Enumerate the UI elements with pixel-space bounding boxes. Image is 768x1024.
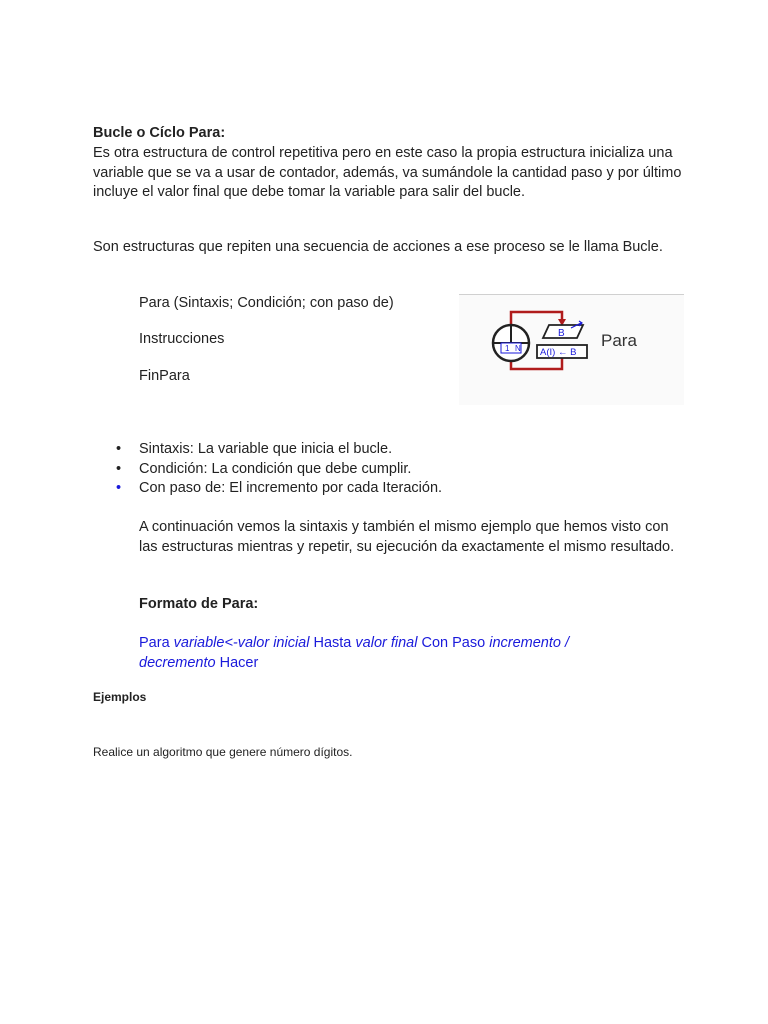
syntax-bullet-list (114, 440, 674, 499)
list-item: • Con paso de: El incremento por cada Iteración. (114, 479, 674, 499)
bullet-icon: • (116, 441, 122, 457)
loop-definition-paragraph: Son estructuras que repiten una secuencia de acciones a ese proceso se le llama Bucle. (93, 239, 663, 255)
explanation-paragraph: A continuación vemos la sintaxis y también el mismo ejemplo que hemos visto con las estructuras mientras y repetir, su ejecución da exactamente el mismo resultado. (139, 519, 675, 555)
ejemplos-heading: Ejemplos (93, 690, 147, 704)
bullet-icon: • (116, 460, 122, 477)
section-heading: Bucle o Cíclo Para: (93, 125, 226, 141)
input-b-text: B (558, 328, 565, 339)
figure-label: Para (601, 331, 637, 350)
para-flowchart-symbol (459, 295, 684, 405)
formato-syntax: Para variable<-valor inicial Hasta valor final Con Paso incremento / decremento Hacer (139, 635, 570, 671)
intro-paragraph: Es otra estructura de control repetitiva pero en este caso la propia estructura inicializa una variable que se va a usar de contador, además, va sumándole la cantidad paso y por último incluye el valor final que debe tomar la variable para salir del bucle. (93, 145, 682, 200)
assign-text: A(I) ← B (540, 347, 577, 358)
end-value-text: N (515, 344, 521, 353)
list-item: • Sintaxis: La variable que inicia el bucle. (114, 440, 674, 460)
start-value-text: 1 (505, 344, 510, 353)
para-flowchart-figure (459, 294, 684, 405)
syntax-line-finpara: FinPara (139, 368, 190, 384)
bullet-icon: • (116, 480, 122, 496)
exercise-text: Realice un algoritmo que genere número dígitos. (93, 745, 353, 759)
list-item: • Condición: La condición que debe cumplir. (114, 460, 674, 480)
syntax-line-para: Para (Sintaxis; Condición; con paso de) (139, 295, 394, 311)
syntax-line-instrucciones: Instrucciones (139, 331, 225, 347)
formato-heading: Formato de Para: (139, 596, 259, 612)
